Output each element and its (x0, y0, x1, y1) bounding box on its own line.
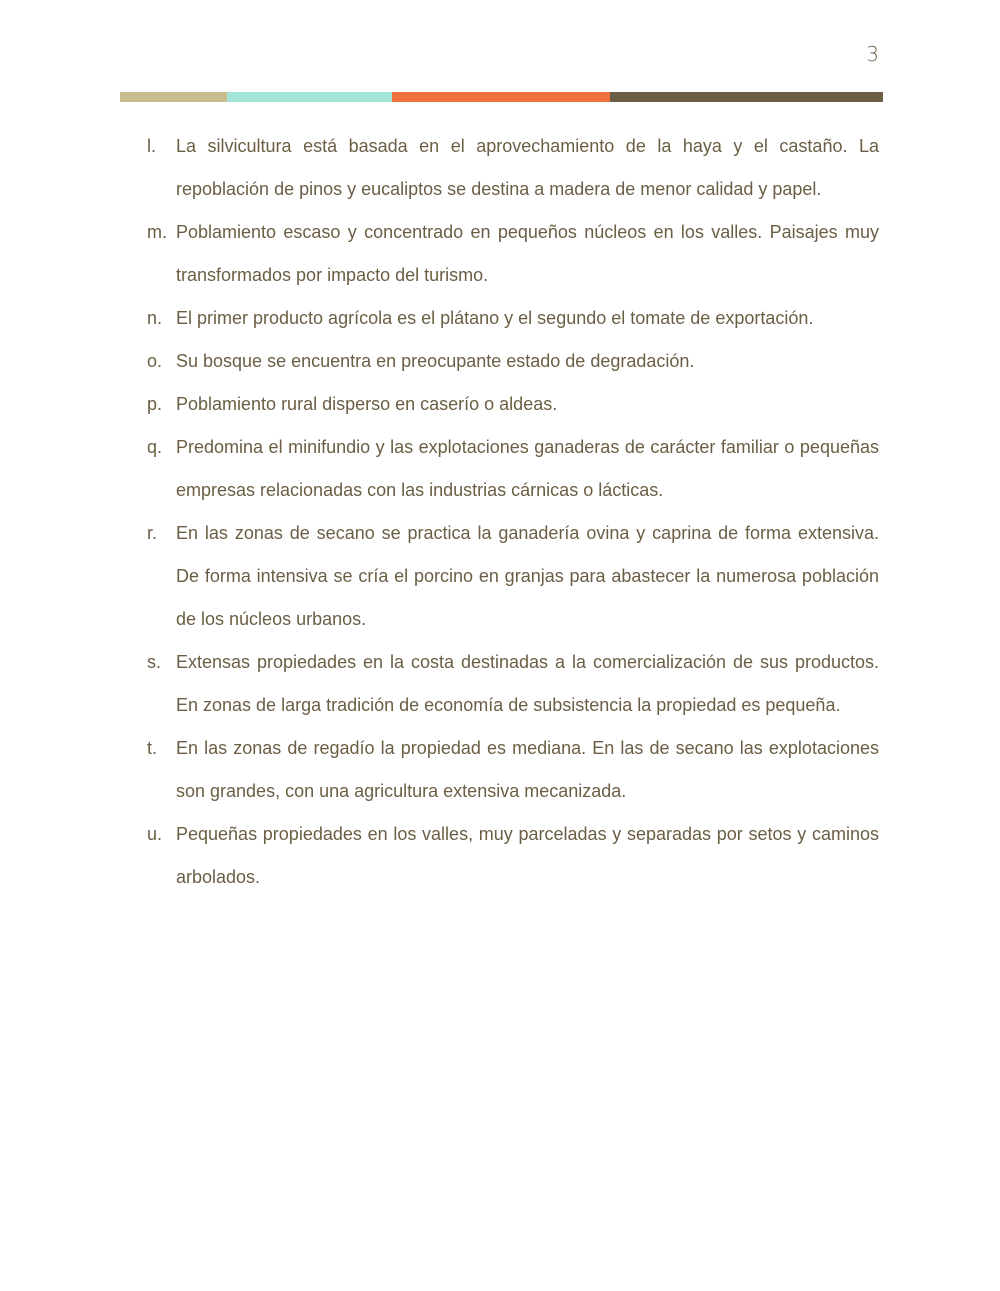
list-marker: u. (147, 824, 163, 844)
color-bar-segment-mint (227, 92, 392, 102)
statement-list (120, 125, 879, 899)
list-item (120, 297, 879, 340)
header-color-bar (120, 92, 883, 102)
list-item (120, 211, 879, 297)
list-item (120, 383, 879, 426)
list-marker: t. (147, 738, 158, 758)
list-marker: s. (147, 652, 162, 672)
list-item (120, 125, 879, 211)
list-item-text: En las zonas de secano se practica la ganadería ovina y caprina de forma extensiva. De forma intensiva se cría el porcino en granjas para abastecer la numerosa población de los núcleos urbanos. (176, 523, 879, 629)
list-marker: r. (147, 523, 158, 543)
list-item-text: Poblamiento rural disperso en caserío o aldeas. (176, 394, 558, 414)
list-item (120, 641, 879, 727)
list-item-text: Predomina el minifundio y las explotaciones ganaderas de carácter familiar o pequeñas empresas relacionadas con las industrias cárnicas o lácticas. (176, 437, 879, 500)
list-item (120, 727, 879, 813)
list-item-text: El primer producto agrícola es el plátano y el segundo el tomate de exportación. (176, 308, 814, 328)
list-marker: q. (147, 437, 163, 457)
list-item-text: Pequeñas propiedades en los valles, muy parceladas y separadas por setos y caminos arbolados. (176, 824, 879, 887)
list-item-text: La silvicultura está basada en el aprovechamiento de la haya y el castaño. La repoblación de pinos y eucaliptos se destina a madera de menor calidad y papel. (176, 136, 879, 199)
list-item-text: Poblamiento escaso y concentrado en pequeños núcleos en los valles. Paisajes muy transformados por impacto del turismo. (176, 222, 879, 285)
list-marker: o. (147, 351, 163, 371)
list-item-text: En las zonas de regadío la propiedad es mediana. En las de secano las explotaciones son grandes, con una agricultura extensiva mecanizada. (176, 738, 879, 801)
list-item (120, 512, 879, 641)
list-item (120, 340, 879, 383)
page-number: 3 (866, 42, 879, 66)
color-bar-segment-tan (120, 92, 227, 102)
list-item-text: Extensas propiedades en la costa destinadas a la comercialización de sus productos. En zonas de larga tradición de economía de subsistencia la propiedad es pequeña. (176, 652, 879, 715)
list-marker: p. (147, 394, 163, 414)
color-bar-segment-orange (392, 92, 610, 102)
list-marker: m. (147, 222, 167, 242)
list-item-text: Su bosque se encuentra en preocupante estado de degradación. (176, 351, 695, 371)
list-item (120, 813, 879, 899)
color-bar-segment-brown (610, 92, 883, 102)
list-item (120, 426, 879, 512)
list-marker: l. (147, 136, 156, 156)
list-marker: n. (147, 308, 163, 328)
